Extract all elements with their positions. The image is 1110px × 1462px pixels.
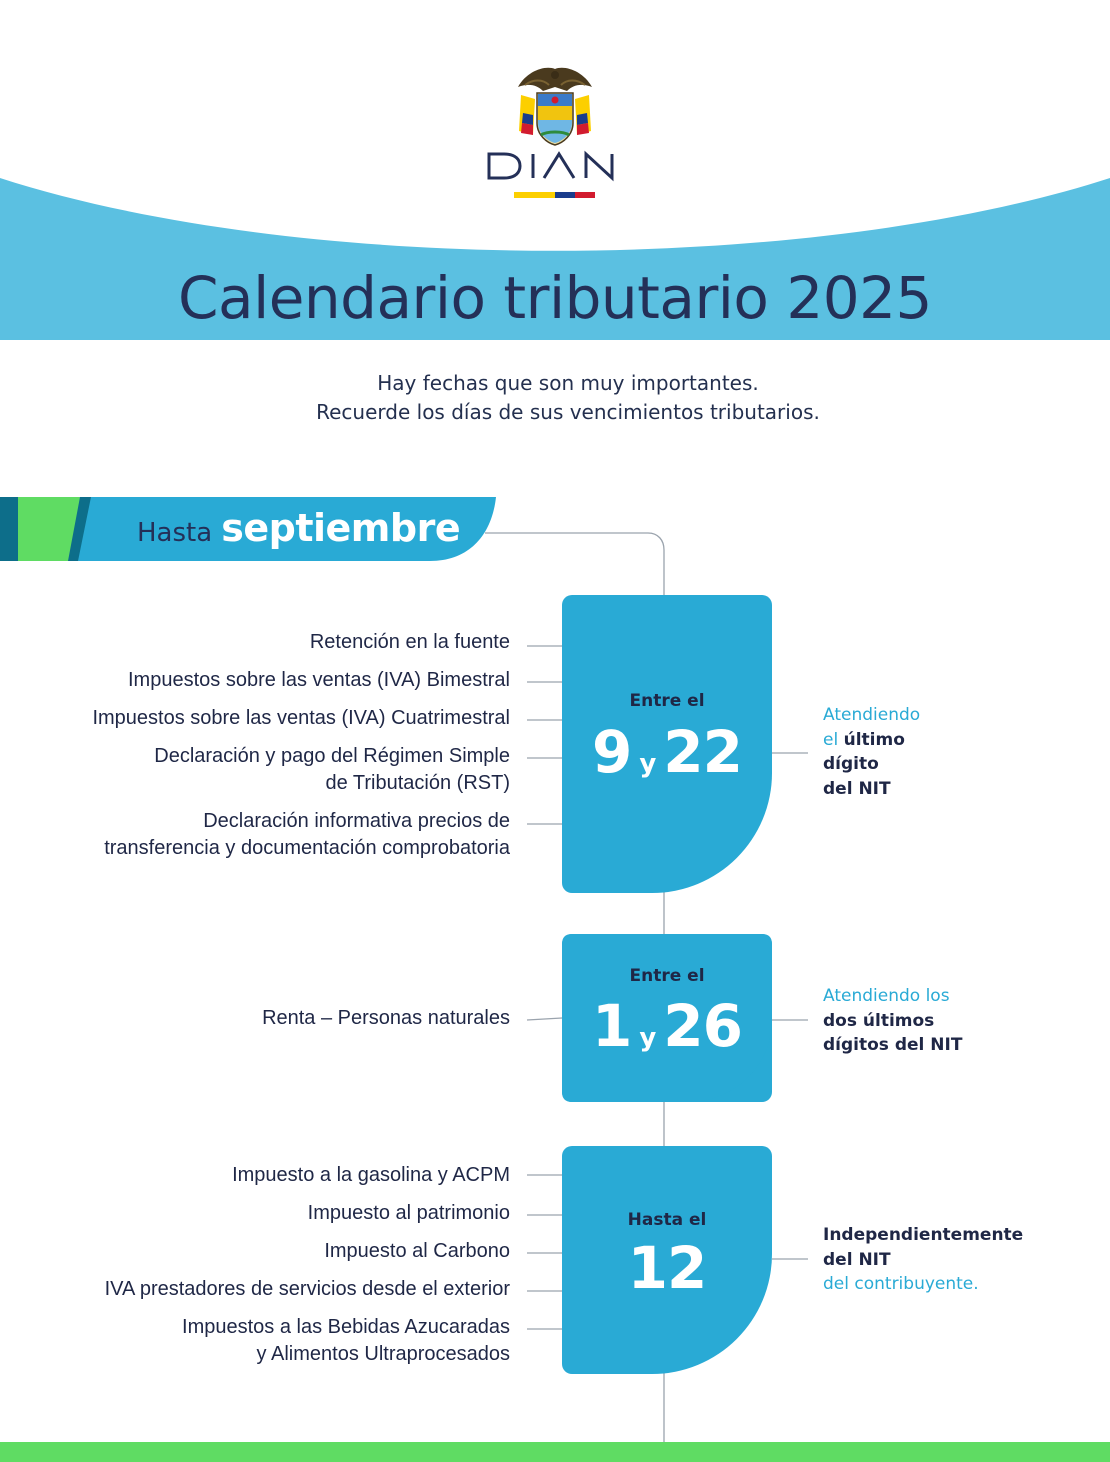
date-day: 12 — [627, 1234, 707, 1302]
note-2 — [823, 984, 962, 1058]
tax-iva-cuatrimestral: Impuestos sobre las ventas (IVA) Cuatrimestral — [92, 707, 510, 729]
date-box-label: Entre el — [629, 966, 705, 986]
tax-iva-bimestral: Impuestos sobre las ventas (IVA) Bimestral — [128, 669, 510, 691]
colombia-coat-of-arms-icon — [515, 65, 595, 147]
note-1 — [823, 703, 920, 801]
note-line: del NIT — [823, 778, 891, 799]
tax-bebidas-line-1: Impuestos a las Bebidas Azucaradas — [182, 1316, 510, 1338]
note-line: dígito — [823, 754, 879, 774]
footer-bar — [0, 1442, 1110, 1462]
date-conj: y — [639, 1023, 656, 1053]
intro-line-1: Hay fechas que son muy importantes. — [377, 371, 759, 395]
note-line: Atendiendo los — [823, 986, 950, 1006]
date-to: 26 — [663, 992, 743, 1060]
note-line: del contribuyente. — [823, 1274, 979, 1294]
tax-rst-line-1: Declaración y pago del Régimen Simple — [154, 745, 510, 767]
date-box-label: Hasta el — [627, 1210, 707, 1230]
note-line: del NIT — [823, 1249, 891, 1270]
date-from: 9 — [591, 718, 632, 786]
month-banner-text — [137, 498, 460, 558]
tax-retencion: Retención en la fuente — [309, 631, 510, 653]
date-conj: y — [639, 749, 656, 779]
date-from: 1 — [591, 992, 632, 1060]
page-title: Calendario tributario 2025 — [178, 264, 932, 332]
note-word: el — [823, 729, 839, 750]
note-line: Independientemente — [823, 1225, 1024, 1245]
note-line: dígitos del NIT — [823, 1035, 963, 1055]
intro-line-2: Recuerde los días de sus vencimientos tributarios. — [316, 400, 820, 424]
date-box-label: Entre el — [629, 691, 705, 711]
banner-prefix: Hasta — [137, 518, 213, 548]
date-box-1 — [562, 595, 772, 893]
dian-logo — [0, 60, 1110, 205]
date-range — [562, 719, 772, 797]
tax-patrimonio: Impuesto al patrimonio — [307, 1202, 510, 1224]
flag-stripe — [514, 192, 595, 198]
tax-gasolina: Impuesto a la gasolina y ACPM — [232, 1164, 510, 1186]
date-to: 22 — [663, 718, 743, 786]
note-word-bold: último — [843, 729, 905, 750]
note-line: dos últimos — [823, 1010, 935, 1031]
tax-renta-personas: Renta – Personas naturales — [262, 1007, 510, 1029]
note-3 — [823, 1223, 1023, 1297]
tax-carbono: Impuesto al Carbono — [324, 1240, 510, 1262]
tax-precios-line-1: Declaración informativa precios de — [203, 810, 510, 832]
date-range — [562, 993, 772, 1071]
date-box-2 — [562, 934, 772, 1102]
tax-iva-exterior: IVA prestadores de servicios desde el exterior — [104, 1278, 510, 1300]
tax-precios-line-2: transferencia y documentación comprobatoria — [104, 837, 510, 859]
tax-rst-line-2: de Tributación (RST) — [325, 772, 510, 794]
note-line: Atendiendo — [823, 705, 921, 725]
tax-bebidas-line-2: y Alimentos Ultraprocesados — [256, 1343, 510, 1365]
date-box-3 — [562, 1146, 772, 1374]
banner-month: septiembre — [221, 506, 461, 550]
dian-wordmark-icon — [486, 148, 626, 188]
